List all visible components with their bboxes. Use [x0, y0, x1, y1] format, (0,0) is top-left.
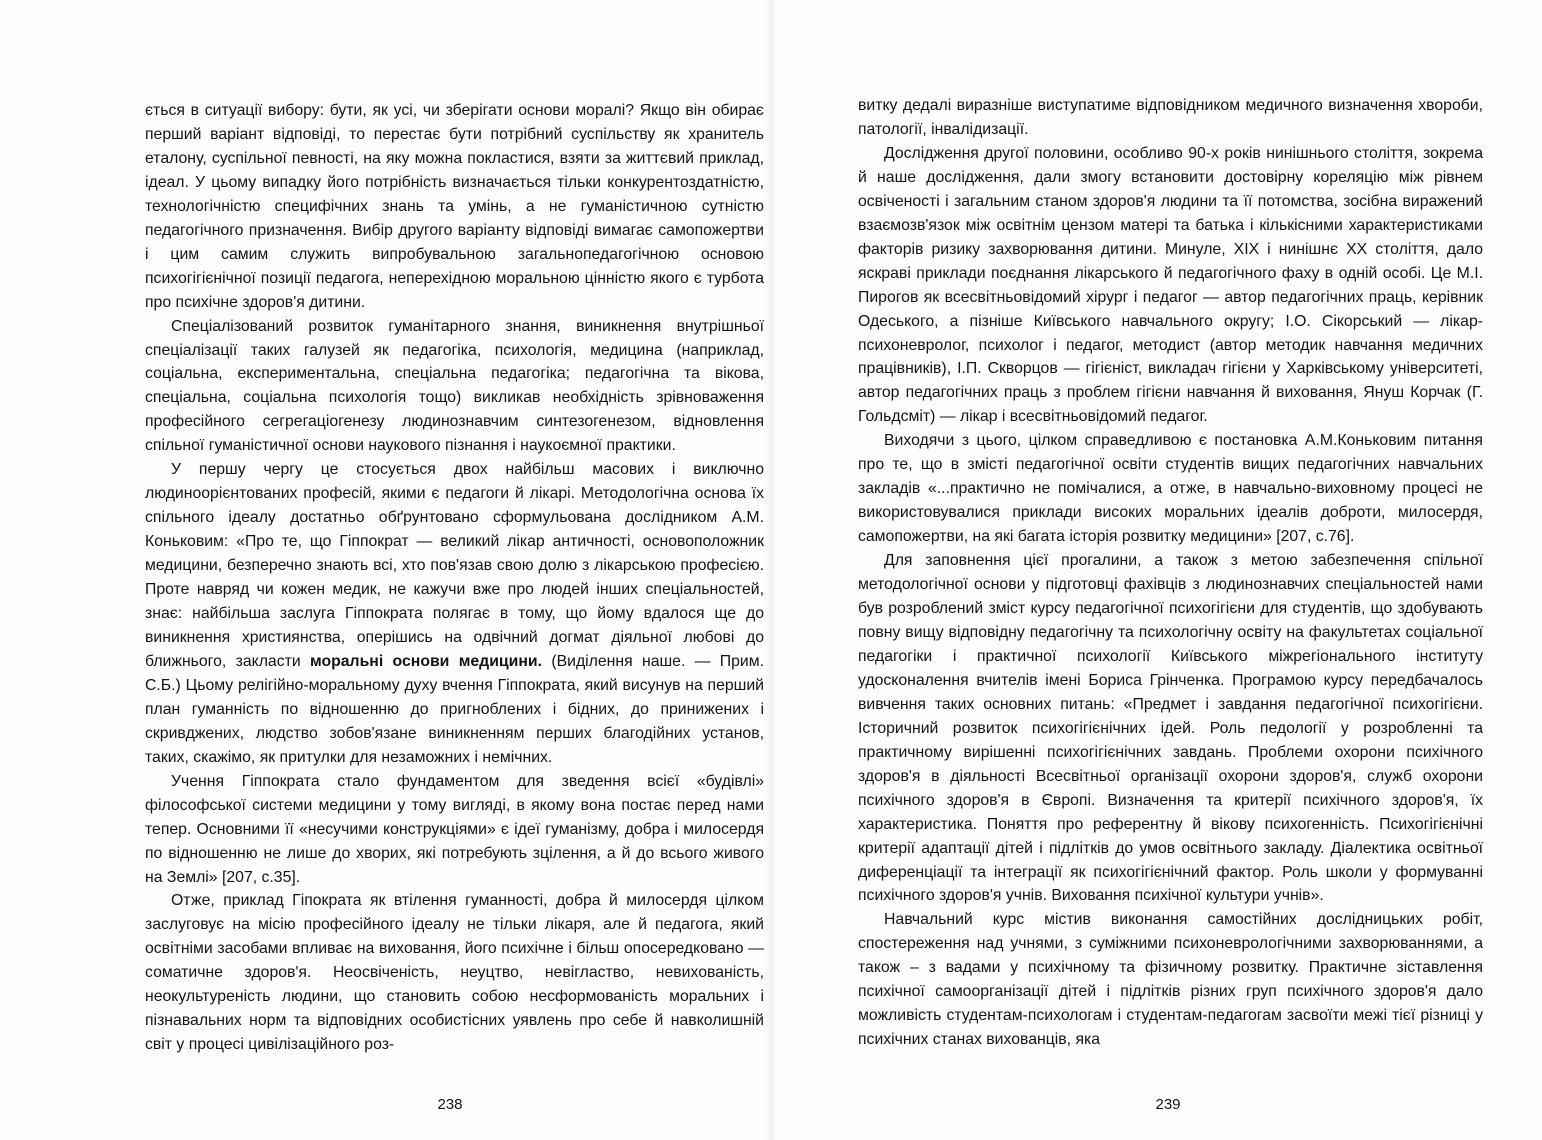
- right-page: [771, 0, 1542, 1140]
- right-paragraph-5: Навчальний курс містив виконання самостійних дослідницьких робіт, спостереження над учнями, з суміжними психоневрологічними захворюваннями, а також – з вадами у психічному та фізичному розвитку. Практичне зіставлення психічної самоорганізації дітей і підлітків різних груп психічного здоров'я дало можливість студентам-психологам і студентам-педагогам засвоїти межі тієї різниці у психічних станах вихованців, яка: [858, 911, 1483, 1049]
- left-page-text: [145, 99, 764, 1057]
- left-paragraph-3: [145, 458, 764, 769]
- right-page-text: [858, 94, 1483, 1052]
- left-paragraph-2: Спеціалізований розвиток гуманітарного знання, виникнення внутрішньої спеціалізації таких галузей як педагогіка, психологія, медицина (наприклад, соціальна, експериментальна, спеціальна педагогіка; педагогічна та вікова, спеціальна, соціальна психологія тощо) викликав необхідність зрівноваження професійного сегрегаціогенезу людинознавчим синтезогенезом, відновлення спільної гуманістичної основи наукового пізнання і наукоємної практики.: [145, 317, 764, 455]
- left-paragraph-5: Отже, приклад Гіпократа як втілення гуманності, добра й милосердя цілком заслуговує на місію професійного ідеалу не тільки лікаря, але й педагога, який освітніми засобами впливає на виховання, його психічне і більш опосередковано — соматичне здоров'я. Неосвіченість, неуцтво, невігластво, невихованість, неокультуреність людини, що становить собою несформованість моральних і пізнавальних норм та відповідних особистісних уявлень про себе й навколишній світ у процесі цивілізаційного роз-: [145, 892, 764, 1054]
- right-paragraph-3: Виходячи з цього, цілком справедливою є постановка А.М.Коньковим питання про те, що в змісті педагогічної освіти студентів вищих педагогічних навчальних закладів «...практично не помічалися, а отже, в навчально-виховному процесі не використовувалися приклади високих моральних ідеалів доброти, милосердя, самопожертви, на які багата історія розвитку медицини» [207, с.76].: [858, 432, 1483, 546]
- left-paragraph-1: ється в ситуації вибору: бути, як усі, чи зберігати основи моралі? Якщо він обирає перший варіант відповіді, то перестає бути потрібний суспільству як хранитель еталону, суспільної певності, на яку можна покластися, взяти за життєвий приклад, ідеал. У цьому випадку його потрібність визначається тільки конкурентоздатністю, технологічністю специфічних знань та умінь, а не гуманістичною сутністю педагогічного призначення. Вибір другого варіанту відповіді вимагає самопожертви і цим самим служить випробувальною загальнопедагогічною основою психогігієнічної позиції педагога, неперехідною моральною цінністю якого є турбота про психічне здоров'я дитини.: [145, 102, 764, 311]
- left-paragraph-3-continued: (Виділення наше. — Прим. С.Б.) Цьому релігійно-моральному духу вчення Гіппократа, який висунув на перший план гуманність по відношенню до пригноблених і бідних, до принижених і скривджених, людство зобов'язане виникненням перших благодійних установ, таких, скажімо, як притулки для незаможних і немічних.: [145, 652, 764, 766]
- right-paragraph-1: витку дедалі виразніше виступатиме відповідником медичного визначення хвороби, патології, інвалідизації.: [858, 97, 1483, 138]
- right-paragraph-2: Дослідження другої половини, особливо 90-х років нинішнього століття, зокрема й наше дослідження, дали змогу встановити достовірну кореляцію між рівнем освіченості і загальним станом здоров'я людини та її потомства, зосібна виражений взаємозв'язок між освітнім цензом матері та батька і кількісними характеристиками факторів ризику захворювання дитини. Минуле, XIX і нинішнє XX століття, дало яскраві приклади поєднання лікарського й педагогічного фаху в одній особі. Це М.І. Пирогов як всесвітньовідомий хірург і педагог — автор педагогічних праць, керівник Одеського, а пізніше Київського навчального округу; І.О. Сікорський — лікар-психоневролог, психолог і педагог, методист (автор методик навчання медичних працівників), І.П. Скворцов — гігієніст, викладач гігієни у Харківському університеті, автор педагогічних праць з проблем гігієни навчання й виховання, Януш Корчак (Г. Гольдсміт) — лікар і всесвітньовідомий педагог.: [858, 144, 1483, 426]
- right-paragraph-4: Для заповнення цієї прогалини, а також з метою забезпечення спільної методологічної основи у підготовці фахівців з людинознавчих спеціальностей нами був розроблений зміст курсу педагогічної психогігієни для студентів, що здобувають повну вищу відповідну педагогічну та психологічну освіту на факультетах соціальної педагогіки і практичної психології Київського міжрегіонального інституту удосконалення вчителів імені Бориса Грінченка. Програмою курсу передбачалось вивчення таких основних питань: «Предмет і завдання педагогічної психогігієни. Історичний розвиток психогігієнічних ідей. Роль педології у розробленні та практичному вирішенні психогігієнічних завдань. Проблеми охорони психічного здоров'я в діяльності Всесвітньої організації охорони здоров'я, служб охорони психічного здоров'я в Європі. Визначення та критерії психічного здоров'я, їх характеристика. Поняття про референтну й вікову психогенність. Психогігієнічні критерії адаптації дітей і підлітків до умов освітнього закладу. Діалектика освітньої диференціації та інтеграції як психогігієнічний фактор. Роль школи у формуванні психічного здоров'я учнів. Виховання психічної культури учнів».: [858, 552, 1483, 905]
- left-paragraph-4: Учення Гіппократа стало фундаментом для зведення всієї «будівлі» філософської системи медицини у тому вигляді, в якому вона постає перед нами тепер. Основними її «несучими конструкціями» є ідеї гуманізму, добра і милосердя по відношенню не лише до хворих, які потребують зцілення, а й до всього живого на Землі» [207, с.35].: [145, 772, 764, 886]
- page-number-right: 239: [1155, 1096, 1181, 1113]
- page-number-left: 238: [437, 1096, 463, 1113]
- left-paragraph-3-text: У першу чергу це стосується двох найбільш масових і виключно людиноорієнтованих професій, якими є педагоги й лікарі. Методологічна основа їх спільного ідеалу достатньо обґрунтовано сформульована дослідником А.М. Коньковим: «Про те, що Гіппократ — великий лікар античності, основоположник медицини, безперечно знають всі, хто пов'язав свою долю з лікарською професією. Проте навряд чи кожен медик, не кажучи вже про людей інших спеціальностей, знає: найбільша заслуга Гіппократа полягає в тому, що йому вдалося ще до виникнення християнства, оперішись на одвічний догмат діяльної любові до ближнього, закласти: [145, 461, 764, 670]
- bold-emphasis: моральні основи медицини.: [310, 652, 542, 670]
